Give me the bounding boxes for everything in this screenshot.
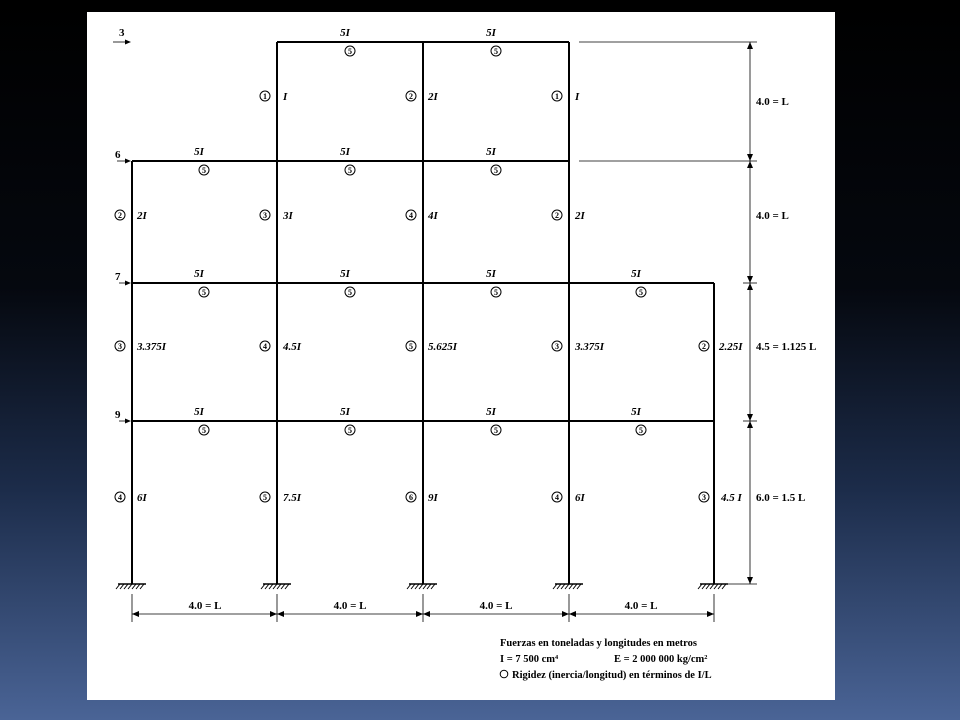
svg-text:3.375I: 3.375I: [137, 341, 167, 353]
svg-text:5I: 5I: [486, 268, 496, 280]
svg-text:5: 5: [202, 426, 206, 435]
notes: [500, 638, 712, 681]
svg-text:2: 2: [118, 211, 122, 220]
svg-text:5: 5: [494, 288, 498, 297]
notes-modulus: E = 2 000 000 kg/cm²: [614, 654, 708, 665]
svg-text:5: 5: [639, 288, 643, 297]
dimension-arrow: [747, 577, 753, 584]
svg-text:2: 2: [555, 211, 559, 220]
svg-text:2I: 2I: [137, 210, 147, 222]
svg-text:2: 2: [702, 342, 706, 351]
load-roof: [113, 27, 131, 45]
height-label: 4.0 = L: [756, 210, 789, 222]
fixed-supports: [116, 584, 728, 589]
height-label: 4.5 = 1.125 L: [756, 341, 817, 353]
svg-text:3: 3: [118, 342, 122, 351]
svg-text:5: 5: [348, 47, 352, 56]
svg-text:5: 5: [348, 426, 352, 435]
svg-text:4: 4: [409, 211, 413, 220]
svg-text:5I: 5I: [631, 406, 641, 418]
diagram-sheet: [87, 12, 835, 700]
height-label: 6.0 = 1.5 L: [756, 492, 806, 504]
column-labels: [115, 91, 743, 504]
column-label: [552, 341, 605, 353]
svg-text:7.5I: 7.5I: [283, 492, 302, 504]
dimension-arrow: [747, 283, 753, 290]
fixed-support: [553, 584, 583, 589]
svg-text:5: 5: [202, 288, 206, 297]
svg-text:3: 3: [263, 211, 267, 220]
svg-text:5I: 5I: [486, 146, 496, 158]
svg-text:5I: 5I: [486, 406, 496, 418]
svg-text:5I: 5I: [631, 268, 641, 280]
notes-inertia: I = 7 500 cm⁴: [500, 654, 559, 665]
svg-text:5: 5: [348, 166, 352, 175]
load-value: 3: [119, 27, 125, 39]
span-label: 4.0 = L: [624, 600, 658, 612]
fixed-support: [116, 584, 146, 589]
svg-text:5: 5: [263, 493, 267, 502]
svg-text:4.5I: 4.5I: [283, 341, 302, 353]
notes-units: Fuerzas en toneladas y longitudes en metros: [500, 638, 697, 649]
load-floor4: [115, 409, 131, 424]
dimension-arrow: [416, 611, 423, 617]
span-label: 4.0 = L: [333, 600, 367, 612]
frame-diagram: [87, 12, 835, 700]
svg-text:6I: 6I: [575, 492, 585, 504]
svg-text:2.25I: 2.25I: [719, 341, 743, 353]
svg-text:3.375I: 3.375I: [575, 341, 605, 353]
notes-legend: Rigidez (inercia/longitud) en términos de I/L: [512, 670, 712, 681]
fixed-support: [407, 584, 437, 589]
svg-text:1: 1: [263, 92, 267, 101]
svg-text:5: 5: [202, 166, 206, 175]
fixed-support: [261, 584, 291, 589]
column-label: [260, 341, 302, 353]
dimension-arrow: [270, 611, 277, 617]
svg-text:5: 5: [494, 426, 498, 435]
svg-text:5I: 5I: [194, 268, 204, 280]
dimension-arrow: [277, 611, 284, 617]
load-value: 9: [115, 409, 121, 421]
svg-text:2I: 2I: [575, 210, 585, 222]
beam-labels: [194, 27, 646, 435]
lateral-loads: [113, 27, 131, 424]
svg-text:2I: 2I: [428, 91, 438, 103]
dimension-arrow: [747, 161, 753, 168]
svg-text:5: 5: [409, 342, 413, 351]
svg-text:5.625I: 5.625I: [428, 341, 458, 353]
dimension-arrow: [707, 611, 714, 617]
svg-text:5: 5: [494, 166, 498, 175]
svg-text:6: 6: [409, 493, 413, 502]
svg-text:I: I: [283, 91, 288, 103]
svg-text:5I: 5I: [194, 406, 204, 418]
load-floor2: [115, 149, 131, 164]
span-label: 4.0 = L: [479, 600, 513, 612]
column-label: [115, 341, 167, 353]
svg-text:3: 3: [702, 493, 706, 502]
height-dimensions: [579, 42, 816, 584]
svg-text:5: 5: [639, 426, 643, 435]
svg-text:I: I: [575, 91, 580, 103]
column-label: [699, 341, 743, 353]
column-label: [260, 91, 288, 103]
svg-text:4: 4: [263, 342, 267, 351]
fixed-support: [698, 584, 728, 589]
svg-text:4I: 4I: [428, 210, 438, 222]
svg-text:6I: 6I: [137, 492, 147, 504]
svg-text:5: 5: [348, 288, 352, 297]
svg-text:3: 3: [555, 342, 559, 351]
dimension-arrow: [569, 611, 576, 617]
load-floor3: [115, 271, 131, 286]
svg-text:4: 4: [555, 493, 559, 502]
column-label: [406, 341, 458, 353]
columns: [132, 42, 714, 584]
svg-text:5I: 5I: [486, 27, 496, 39]
column-label: [552, 91, 580, 103]
height-label: 4.0 = L: [756, 96, 789, 108]
column-label: [699, 492, 743, 504]
dimension-arrow: [747, 154, 753, 161]
svg-text:4: 4: [118, 493, 122, 502]
svg-text:4.5 I: 4.5 I: [721, 492, 742, 504]
column-label: [260, 492, 302, 504]
dimension-arrow: [747, 276, 753, 283]
legend-circle-icon: [500, 670, 508, 678]
svg-text:5I: 5I: [194, 146, 204, 158]
svg-text:5I: 5I: [340, 406, 350, 418]
svg-text:9I: 9I: [428, 492, 438, 504]
svg-text:1: 1: [555, 92, 559, 101]
dimension-arrow: [747, 414, 753, 421]
load-value: 6: [115, 149, 121, 161]
svg-text:5: 5: [494, 47, 498, 56]
dimension-arrow: [747, 421, 753, 428]
load-value: 7: [115, 271, 121, 283]
svg-text:3I: 3I: [283, 210, 293, 222]
dimension-arrow: [132, 611, 139, 617]
svg-text:2: 2: [409, 92, 413, 101]
dimension-arrow: [423, 611, 430, 617]
dimension-arrow: [747, 42, 753, 49]
span-dimensions: [132, 594, 714, 622]
dimension-arrow: [562, 611, 569, 617]
span-label: 4.0 = L: [188, 600, 222, 612]
svg-text:5I: 5I: [340, 27, 350, 39]
svg-text:5I: 5I: [340, 146, 350, 158]
svg-text:5I: 5I: [340, 268, 350, 280]
